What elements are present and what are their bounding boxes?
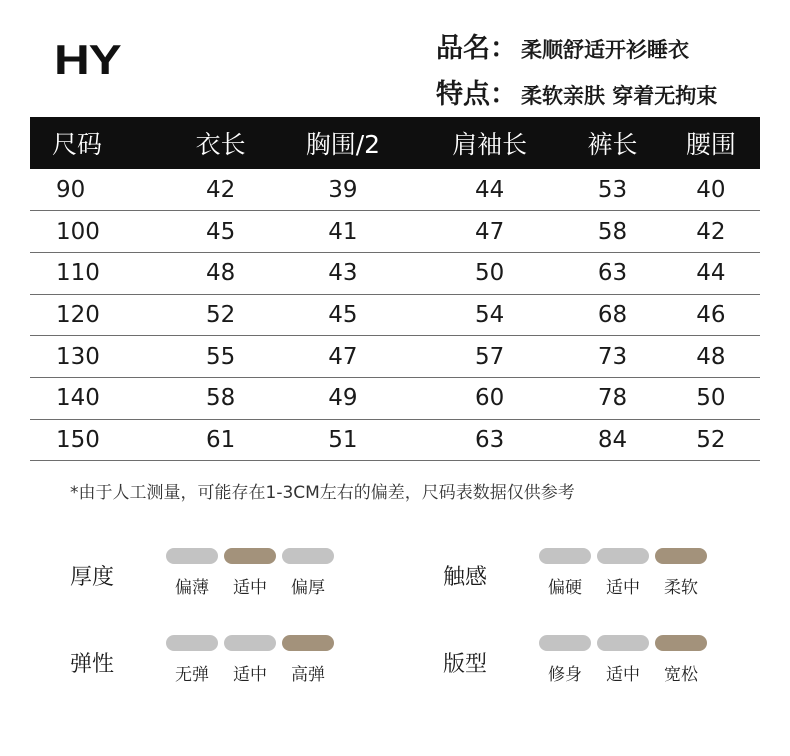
table-row [30, 336, 760, 378]
scale-option [224, 635, 276, 685]
table-row [30, 294, 760, 336]
scale-bar [539, 635, 591, 651]
scale-bar [539, 548, 591, 564]
cell-waist: 40 [662, 169, 760, 211]
cell-chest: 41 [270, 211, 416, 253]
option-label: 修身 [548, 665, 582, 685]
cell-chest: 39 [270, 169, 416, 211]
cell-waist: 50 [662, 377, 760, 419]
cell-chest: 51 [270, 419, 416, 461]
option-label: 无弹 [175, 665, 209, 685]
scale-option [597, 635, 649, 685]
cell-length: 48 [172, 252, 270, 294]
option-label: 适中 [233, 578, 267, 598]
cell-pants: 78 [563, 377, 661, 419]
cell-length: 52 [172, 294, 270, 336]
option-label: 适中 [606, 665, 640, 685]
table-row [30, 419, 760, 461]
cell-waist: 42 [662, 211, 760, 253]
cell-pants: 84 [563, 419, 661, 461]
cell-length: 58 [172, 377, 270, 419]
scale-option [282, 548, 334, 598]
attribute-label: 厚度 [70, 565, 115, 590]
table-row [30, 252, 760, 294]
option-label: 偏薄 [175, 578, 209, 598]
attribute-scale [539, 635, 707, 685]
scale-option [597, 548, 649, 598]
measurement-note: *由于人工测量，可能存在1-3CM左右的偏差，尺码表数据仅供参考 [70, 483, 575, 503]
cell-length: 55 [172, 336, 270, 378]
scale-bar [655, 548, 707, 564]
cell-waist: 48 [662, 336, 760, 378]
product-name-row [436, 26, 717, 72]
header-sleeve: 肩袖长 [416, 117, 563, 169]
scale-option [282, 635, 334, 685]
scale-bar [166, 548, 218, 564]
cell-sleeve: 44 [416, 169, 563, 211]
cell-size: 110 [30, 252, 172, 294]
cell-length: 42 [172, 169, 270, 211]
scale-bar [166, 635, 218, 651]
cell-waist: 52 [662, 419, 760, 461]
option-label: 适中 [233, 665, 267, 685]
cell-size: 130 [30, 336, 172, 378]
scale-option [166, 635, 218, 685]
product-feature-key: 特点： [436, 79, 517, 110]
cell-pants: 63 [563, 252, 661, 294]
header-waist: 腰围 [662, 117, 760, 169]
cell-sleeve: 54 [416, 294, 563, 336]
cell-size: 120 [30, 294, 172, 336]
cell-size: 140 [30, 377, 172, 419]
cell-waist: 46 [662, 294, 760, 336]
scale-bar [597, 548, 649, 564]
attribute-touch [443, 548, 743, 618]
cell-pants: 73 [563, 336, 661, 378]
cell-chest: 43 [270, 252, 416, 294]
table-row [30, 169, 760, 211]
scale-option [539, 635, 591, 685]
attribute-label: 触感 [443, 565, 488, 590]
cell-length: 61 [172, 419, 270, 461]
cell-size: 150 [30, 419, 172, 461]
cell-sleeve: 63 [416, 419, 563, 461]
scale-bar [282, 635, 334, 651]
product-name-value: 柔顺舒适开衫睡衣 [521, 38, 689, 62]
scale-bar [597, 635, 649, 651]
cell-chest: 45 [270, 294, 416, 336]
header-pants: 裤长 [563, 117, 661, 169]
header-length: 衣长 [172, 117, 270, 169]
cell-sleeve: 57 [416, 336, 563, 378]
product-feature-row [436, 72, 717, 118]
header-size: 尺码 [30, 117, 172, 169]
size-table [30, 117, 760, 461]
attribute-label: 版型 [443, 652, 488, 677]
scale-option [655, 548, 707, 598]
cell-chest: 47 [270, 336, 416, 378]
cell-pants: 68 [563, 294, 661, 336]
attribute-thickness [70, 548, 370, 618]
product-info [436, 26, 717, 118]
scale-option [539, 548, 591, 598]
cell-sleeve: 50 [416, 252, 563, 294]
attribute-elasticity [70, 635, 370, 705]
attribute-label: 弹性 [70, 652, 115, 677]
scale-bar [282, 548, 334, 564]
scale-option [224, 548, 276, 598]
table-row [30, 211, 760, 253]
option-label: 偏硬 [548, 578, 582, 598]
brand-logo: HY [54, 36, 121, 83]
scale-option [166, 548, 218, 598]
cell-length: 45 [172, 211, 270, 253]
scale-option [655, 635, 707, 685]
cell-sleeve: 60 [416, 377, 563, 419]
option-label: 宽松 [664, 665, 698, 685]
product-feature-value: 柔软亲肤 穿着无拘束 [521, 84, 718, 108]
cell-sleeve: 47 [416, 211, 563, 253]
cell-size: 90 [30, 169, 172, 211]
cell-pants: 58 [563, 211, 661, 253]
scale-bar [224, 548, 276, 564]
table-row [30, 377, 760, 419]
option-label: 柔软 [664, 578, 698, 598]
cell-size: 100 [30, 211, 172, 253]
option-label: 偏厚 [291, 578, 325, 598]
option-label: 适中 [606, 578, 640, 598]
scale-bar [224, 635, 276, 651]
header-chest: 胸围/2 [270, 117, 416, 169]
cell-pants: 53 [563, 169, 661, 211]
attribute-scale [539, 548, 707, 598]
attribute-scale [166, 635, 334, 685]
attribute-scale [166, 548, 334, 598]
attribute-fit [443, 635, 743, 705]
product-name-key: 品名： [436, 33, 517, 64]
option-label: 高弹 [291, 665, 325, 685]
size-table-header-row [30, 117, 760, 169]
scale-bar [655, 635, 707, 651]
cell-chest: 49 [270, 377, 416, 419]
cell-waist: 44 [662, 252, 760, 294]
